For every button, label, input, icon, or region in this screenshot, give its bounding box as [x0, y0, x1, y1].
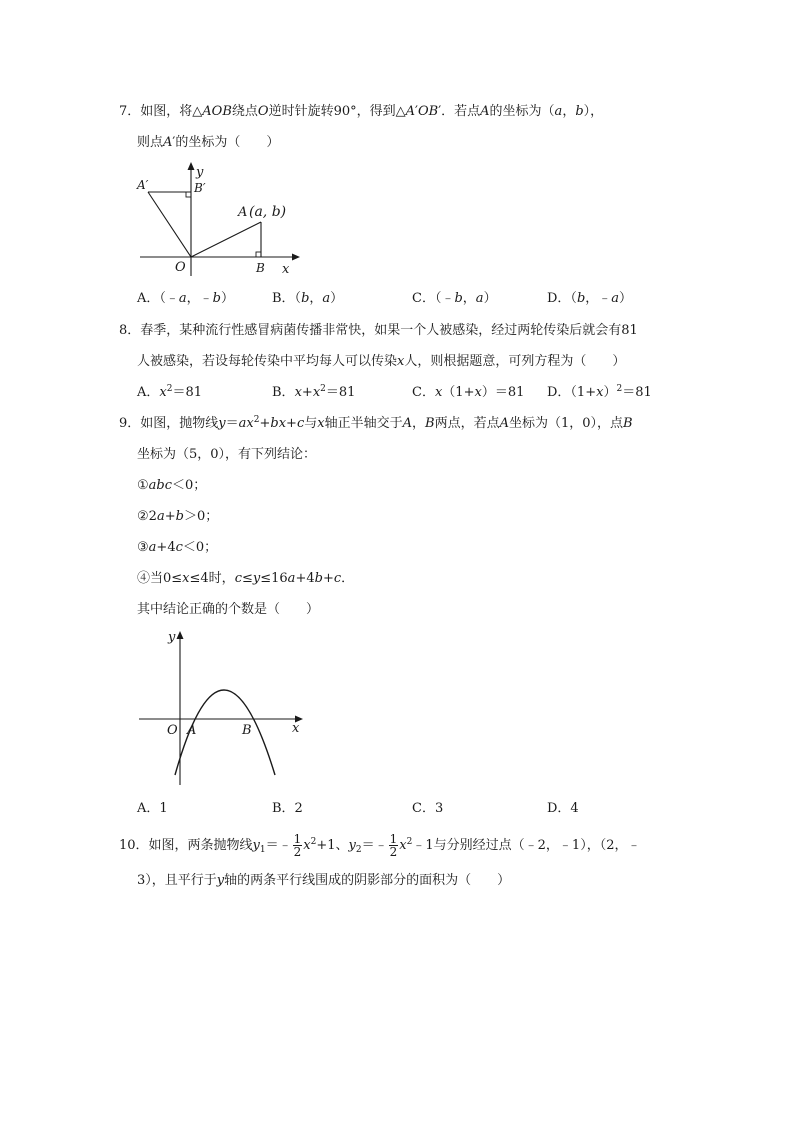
- q9-option-c[interactable]: C．3: [412, 801, 444, 816]
- q7-fig-label-O: O: [175, 260, 186, 275]
- q7-fig-label-B: B: [256, 261, 265, 275]
- q7-option-a[interactable]: A．（﹣a，﹣b）: [137, 291, 235, 306]
- q9-conclusion-2: ②2a+b＞0；: [137, 509, 219, 524]
- q9-fig-label-y: y: [168, 630, 176, 645]
- q9-figure: [135, 625, 315, 790]
- q9-option-d[interactable]: D．4: [547, 801, 579, 816]
- x-arrow-icon: [292, 254, 300, 261]
- q8-stem-line1: 8．春季，某种流行性感冒病菌传播非常快，如果一个人被感染，经过两轮传染后就会有81: [119, 323, 638, 338]
- q9-stem-line2: 坐标为（5，0），有下列结论：: [137, 447, 317, 462]
- q8-option-d[interactable]: D．$(1+x)^2=81$: [547, 384, 652, 400]
- q9-prompt: 其中结论正确的个数是（ ）: [137, 602, 320, 617]
- q8-option-b[interactable]: B．$x+x^2=81$: [272, 384, 356, 400]
- q7-option-c[interactable]: C．（﹣b，a）: [412, 291, 497, 306]
- q9-fig-label-x: x: [292, 721, 300, 736]
- q9-fig-label-A: A: [187, 723, 197, 738]
- q9-conclusion-1: ①abc＜0；: [137, 478, 207, 493]
- q7-stem-line2: 则点A′的坐标为（ ）: [137, 135, 280, 150]
- q7-fig-label-B-prime: B′: [194, 181, 206, 195]
- q10-stem-line2: 3），且平行于y轴的两条平行线围成的阴影部分的面积为（ ）: [137, 873, 511, 888]
- q7-fig-label-A-prime: A′: [137, 178, 149, 192]
- q7-figure: [130, 160, 310, 280]
- y-arrow-icon: [177, 631, 184, 639]
- q9-option-a[interactable]: A．1: [137, 801, 168, 816]
- q7-fig-label-y: y: [196, 165, 204, 180]
- q10-stem-line1: 10．如图，两条抛物线$y_1=﹣$ $\frac{1}{2}$ $x^2+1$、$y_2=﹣$ $\frac{1}{2}$ $x^2﹣1$与分别经过点（﹣2，﹣1），（2，﹣: [119, 832, 641, 859]
- q8-option-a[interactable]: A．$x^2=81$: [137, 384, 203, 400]
- q7-option-d[interactable]: D．（b，﹣a）: [547, 291, 633, 306]
- q9-conclusion-4: ④当0≤x≤4时，c≤y≤16a+4b+c．: [137, 571, 355, 586]
- q7-fig-label-A-coords: (a, b): [249, 204, 287, 220]
- q9-fig-label-B: B: [242, 723, 252, 738]
- q9-conclusion-3: ③a+4c＜0；: [137, 540, 218, 555]
- q8-stem-line2: 人被感染，若设每轮传染中平均每人可以传染x人，则根据题意，可列方程为（ ）: [137, 354, 626, 369]
- q9-option-b[interactable]: B．2: [272, 801, 303, 816]
- q9-fig-label-O: O: [167, 723, 178, 738]
- q7-option-b[interactable]: B．（b，a）: [272, 291, 344, 306]
- q9-stem-line1: 9．如图，抛物线$y=ax^2+bx+c$与x轴正半轴交于A，B两点，若点A坐标为（1，0），点B: [119, 415, 633, 431]
- q7-fig-label-x: x: [282, 262, 290, 277]
- y-arrow-icon: [188, 162, 195, 170]
- q7-stem-line1: 7．如图，将△AOB绕点O逆时针旋转90°，得到△A′OB′．若点A的坐标为（a，b），: [119, 104, 604, 119]
- q8-option-c[interactable]: C．x（1+x）＝81: [412, 385, 525, 400]
- q7-fig-label-A: A: [238, 205, 248, 220]
